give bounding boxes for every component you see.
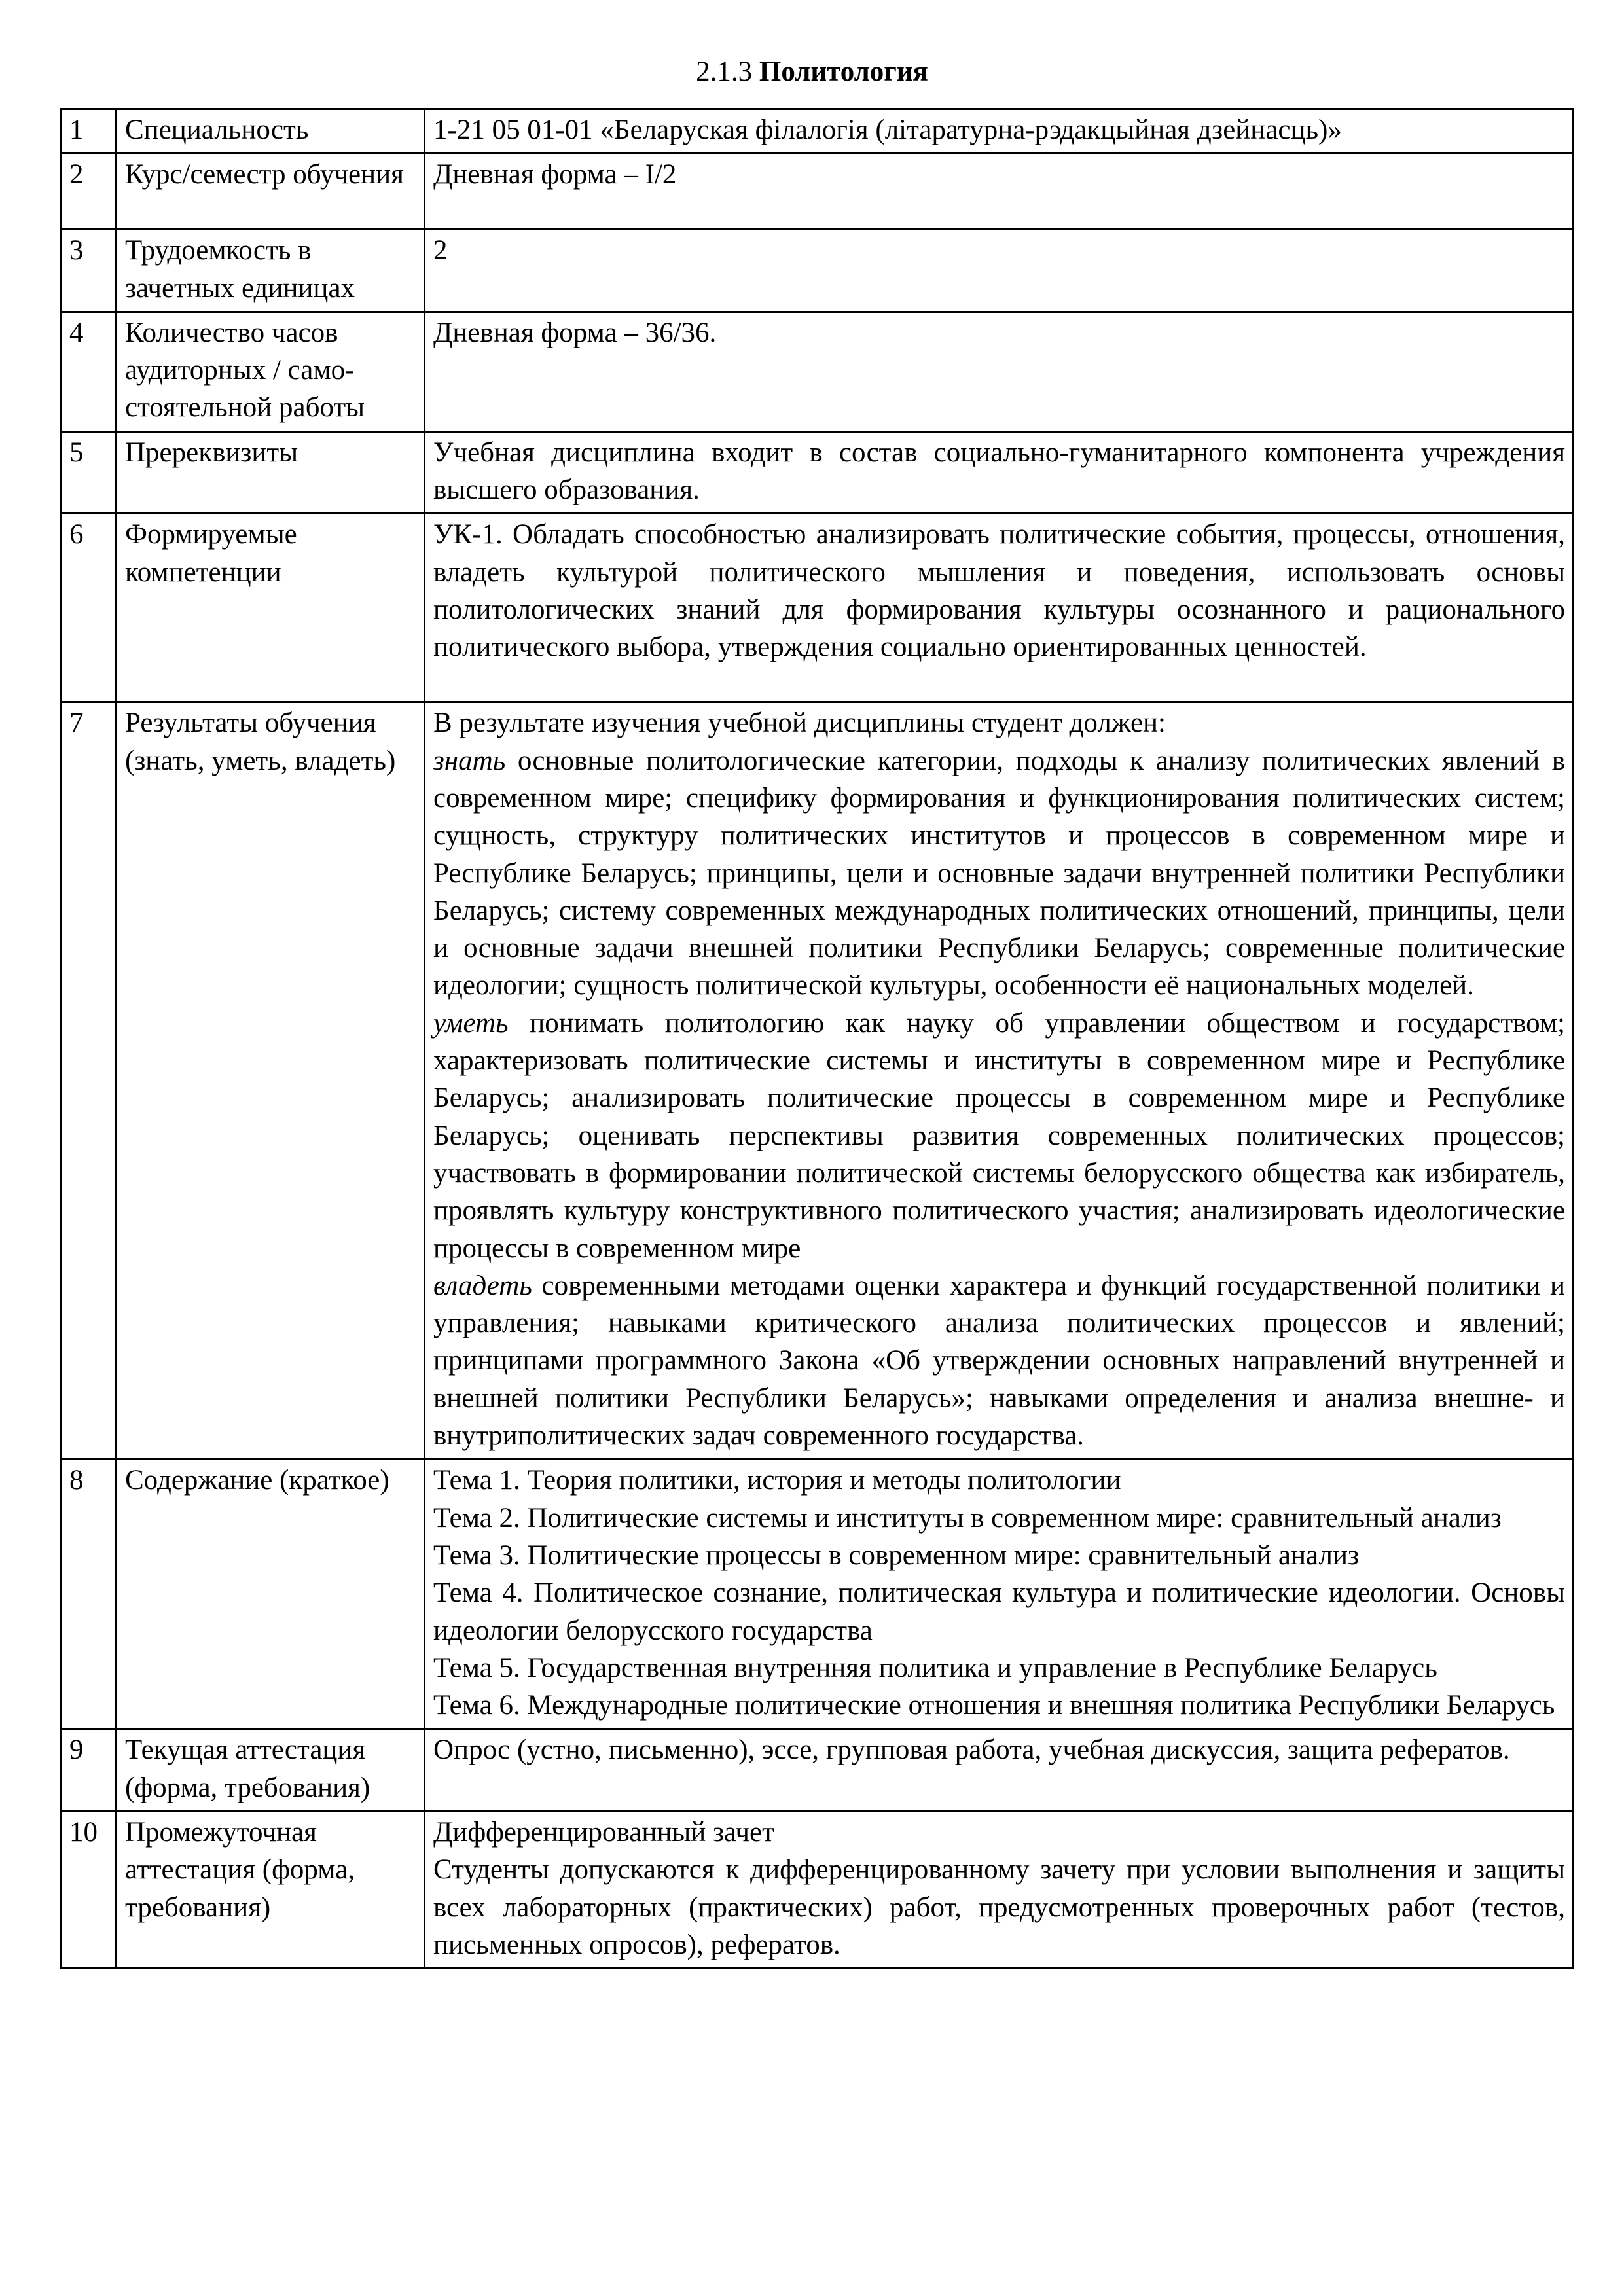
topic-item: Тема 5. Государственная внутренняя политика и управление в Республике Беларусь [433, 1652, 1437, 1683]
table-row [61, 312, 1573, 431]
section-heading [0, 54, 1624, 90]
outcomes-intro: В результате изучения учебной дисциплины студент должен: [433, 708, 1166, 739]
discipline-table [60, 108, 1574, 1969]
table-row [61, 1729, 1573, 1812]
know-term: знать [433, 745, 506, 776]
row-number: 6 [61, 514, 117, 702]
know-text: основные политологические категории, подходы к анализу политических явлений в современном мире; специфику формирования и функционирования политических систем; сущность, структуру политических институтов и процессов в современном мире и Республике Беларусь; принципы, цели и основные задачи внутренней политики Республики Беларусь; систему современных международных политических отношений, принципы, цели и основные задачи внешней политики Республики Беларусь; современные политические идеологии; сущность политической культуры, особенности её национальных моделей. [433, 745, 1566, 1001]
row-content: 1-21 05 01-01 «Беларуская філалогія (літаратурна-рэдакцыйная дзейнасць)» [425, 109, 1573, 154]
row-content: Дневная форма – I/2 [425, 154, 1573, 230]
assessment-type: Дифференцированный зачет [433, 1816, 774, 1848]
outcome-know [433, 742, 1565, 1005]
row-number: 9 [61, 1729, 117, 1812]
table-row [61, 514, 1573, 702]
row-label: Текущая аттестация (форма, требования) [117, 1729, 425, 1812]
row-number: 4 [61, 312, 117, 431]
row-label: Пререквизиты [117, 431, 425, 514]
row-content: Опрос (устно, письменно), эссе, групповая работа, учебная дискуссия, защита рефератов. [425, 1729, 1573, 1812]
row-number: 10 [61, 1811, 117, 1968]
row-content: 2 [425, 230, 1573, 312]
row-number: 5 [61, 431, 117, 514]
row-label: Курс/семестр обучения [117, 154, 425, 230]
row-number: 7 [61, 702, 117, 1460]
table-row [61, 154, 1573, 230]
assessment-requirements: Студенты допускаются к дифференцированному зачету при условии выполнения и защиты всех лабораторных (практических) работ, предусмотренных проверочных работ (тестов, письменных опросов), рефератов. [433, 1854, 1565, 1960]
can-text: понимать политологию как науку об управлении обществом и государством; характеризовать политические системы и институты в современном мире и Республике Беларусь; анализировать политические процессы в современном мире и Республике Беларусь; оценивать перспективы развития современных политических процессов; участвовать в формировании политической системы белорусского общества как избиратель, проявлять культуру конструктивного политического участия; анализировать идеологические процессы в современном мире [433, 1007, 1566, 1264]
section-number: 2.1.3 [696, 56, 753, 87]
row-number: 8 [61, 1460, 117, 1729]
table-row [61, 230, 1573, 312]
topic-item: Тема 4. Политическое сознание, политическая культура и политические идеологии. Основы идеологии белорусского государства [433, 1577, 1565, 1646]
table-row [61, 1460, 1573, 1729]
row-label: Количество часов аудиторных / само-стоятельной работы [117, 312, 425, 431]
row-label: Специальность [117, 109, 425, 154]
own-text: современными методами оценки характера и функций государственной политики и управления; навыками критического анализа политических процессов и явлений; принципами программного Закона «Об утверждении основных направлений внутренней и внешней политики Республики Беларусь»; навыками определения и анализа внешне- и внутриполитических задач современного государства. [433, 1270, 1565, 1452]
topics-list [425, 1460, 1573, 1729]
table-row [61, 702, 1573, 1460]
section-title: Политология [759, 56, 928, 87]
outcome-can [433, 1005, 1565, 1267]
row-label: Результаты обучения (знать, уметь, владеть) [117, 702, 425, 1460]
learning-outcomes [425, 702, 1573, 1460]
row-label: Промежуточная аттестация (форма, требования) [117, 1811, 425, 1968]
row-label: Формируемые компетенции [117, 514, 425, 702]
topic-item: Тема 2. Политические системы и институты в современном мире: сравнительный анализ [433, 1502, 1502, 1534]
assessment-content [425, 1811, 1573, 1968]
row-content: Учебная дисциплина входит в состав социально-гуманитарного компонента учреждения высшего образования. [425, 431, 1573, 514]
row-content: Дневная форма – 36/36. [425, 312, 1573, 431]
row-label: Содержание (краткое) [117, 1460, 425, 1729]
topic-item: Тема 6. Международные политические отношения и внешняя политика Республики Беларусь [433, 1690, 1555, 1721]
topic-item: Тема 3. Политические процессы в современном мире: сравнительный анализ [433, 1539, 1359, 1571]
table-row [61, 109, 1573, 154]
can-term: уметь [433, 1007, 509, 1039]
topic-item: Тема 1. Теория политики, история и методы политологии [433, 1465, 1121, 1496]
row-number: 1 [61, 109, 117, 154]
own-term: владеть [433, 1270, 532, 1301]
table-row [61, 431, 1573, 514]
outcome-own [433, 1267, 1565, 1454]
row-content: УК-1. Обладать способностью анализировать политические события, процессы, отношения, владеть культурой политического мышления и поведения, использовать основы политологических знаний для формирования культуры осознанного и рационального политического выбора, утверждения социально ориентированных ценностей. [425, 514, 1573, 702]
table-row [61, 1811, 1573, 1968]
row-number: 2 [61, 154, 117, 230]
row-number: 3 [61, 230, 117, 312]
row-label: Трудоемкость в зачетных единицах [117, 230, 425, 312]
